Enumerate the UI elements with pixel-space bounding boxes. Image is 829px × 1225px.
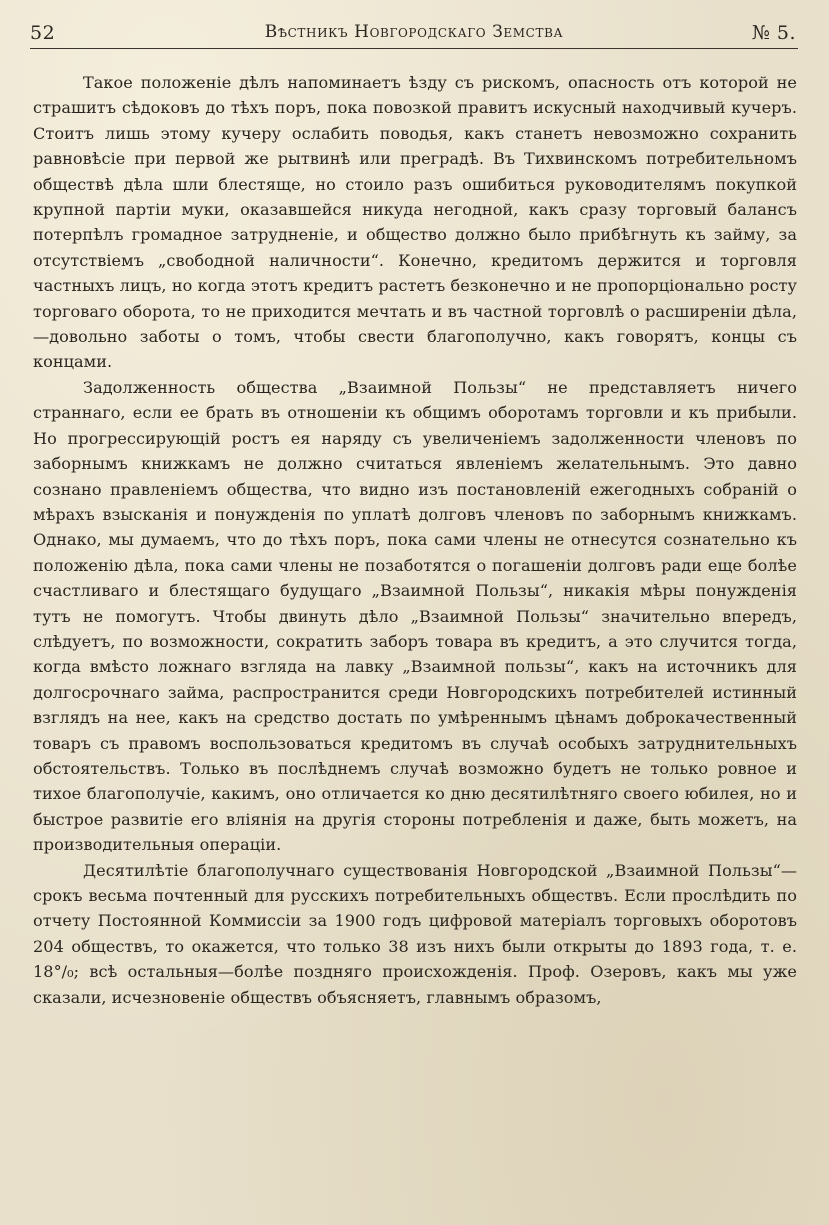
paragraph-1: Такое положеніе дѣлъ напоминаетъ ѣзду съ рискомъ, опасность отъ которой не страшитъ сѣдоковъ до тѣхъ поръ, пока повозкой правитъ искусный находчивый кучеръ. Стоитъ лишь этому кучеру ослабить поводья, какъ станетъ невозможно сохранить равновѣсіе при первой же рытвинѣ или преградѣ. Въ Тихвинскомъ потребительномъ обществѣ дѣла шли блестяще, но стоило разъ ошибиться руководителямъ покупкой крупной партіи муки, оказавшейся никуда негодной, какъ сразу торговый балансъ потерпѣлъ громадное затрудненіе, и общество должно было прибѣгнуть къ займу, за отсутствіемъ „свободной наличности“. Конечно, кредитомъ держится и торговля частныхъ лицъ, но когда этотъ кредитъ растетъ безконечно и не пропорціонально росту торговаго оборота, то не приходится мечтать и въ частной торговлѣ о расширеніи дѣла,—довольно заботы о томъ, чтобы свести благополучно, какъ говорятъ, концы съ концами.: [33, 73, 797, 372]
page-number: 52: [30, 22, 56, 44]
running-title: Вѣстникъ Новгородскаго Земства: [264, 22, 564, 42]
paragraph-3: Десятилѣтіе благополучнаго существованія Новгородской „Взаимной Пользы“—срокъ весьма почтенный для русскихъ потребительныхъ обществъ. Если прослѣдить по отчету Постоянной Коммиссіи за 1900 годъ цифровой матеріалъ торговыхъ оборотовъ 204 обществъ, то окажется, что только 38 изъ нихъ были открыты до 1893 года, т. е. 18°/₀; всѣ остальныя—болѣе поздняго происхожденія. Проф. Озеровъ, какъ мы уже сказали, исчезновеніе обществъ объясняетъ, главнымъ образомъ,: [33, 860, 797, 1007]
article-body: [33, 70, 797, 1010]
page-header: [30, 22, 798, 49]
issue-number: № 5.: [751, 22, 796, 44]
paragraph-2: Задолженность общества „Взаимной Пользы“ не представляетъ ничего страннаго, если ее брать въ отношеніи къ общимъ оборотамъ торговли и къ прибыли. Но прогрессирующій ростъ ея наряду съ увеличеніемъ задолженности членовъ по заборнымъ книжкамъ не должно считаться явленіемъ желательнымъ. Это давно сознано правленіемъ общества, что видно изъ постановленій ежегодныхъ собраній о мѣрахъ взысканія и понужденія по уплатѣ долговъ членовъ по заборнымъ книжкамъ. Однако, мы думаемъ, что до тѣхъ поръ, пока сами члены не отнесутся сознательно къ положенію дѣла, пока сами члены не позаботятся о погашеніи долговъ ради еще болѣе счастливаго и блестящаго будущаго „Взаимной Пользы“, никакія мѣры понужденія тутъ не помогутъ. Чтобы двинуть дѣло „Взаимной Пользы“ значительно впередъ, слѣдуетъ, по возможности, сократить заборъ товара въ кредитъ, а это случится тогда, когда вмѣсто ложнаго взгляда на лавку „Взаимной пользы“, какъ на источникъ для долгосрочнаго займа, распространится среди Новгородскихъ потребителей истинный взглядъ на нее, какъ на средство достать по умѣреннымъ цѣнамъ доброкачественный товаръ съ правомъ воспользоваться кредитомъ въ случаѣ особыхъ затруднительныхъ обстоятельствъ. Только въ послѣднемъ случаѣ возможно будетъ не только ровное и тихое благополучіе, какимъ, оно отличается ко дню десятилѣтняго своего юбилея, но и быстрое развитіе его вліянія на другія стороны потребленія и даже, быть можетъ, на производительныя операціи.: [33, 377, 797, 855]
